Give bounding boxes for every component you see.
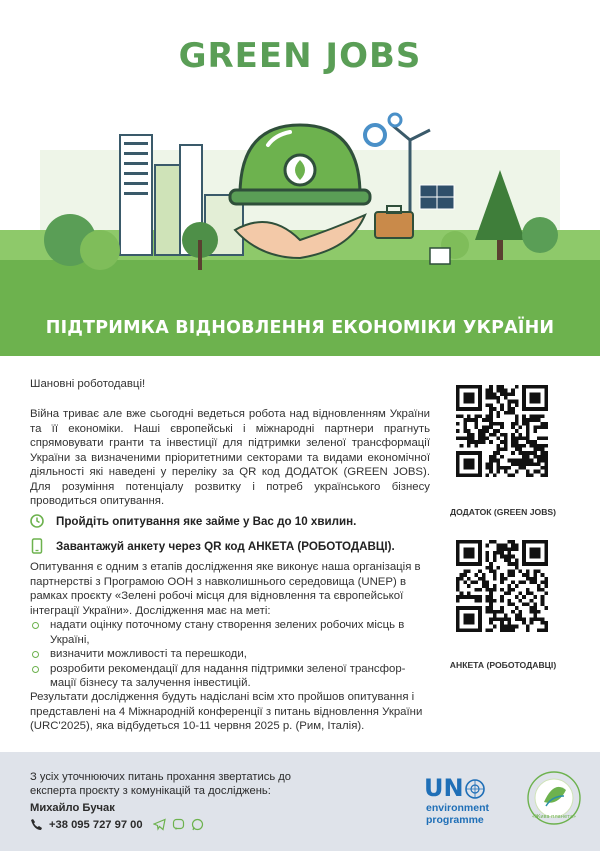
goal-text: надати оцінку поточному стану створення зелених робочих місць в Україні, <box>50 619 405 646</box>
un-emblem-icon <box>464 778 486 800</box>
unep-logo-line: programme <box>426 813 484 826</box>
qr-code-survey[interactable] <box>456 540 548 632</box>
unep-logo-un: UN <box>424 774 464 802</box>
contact-text-line: З усіх уточнюючих питань прохання звертатись до <box>30 771 292 783</box>
unep-logo-text <box>426 803 489 826</box>
intro-paragraph: Війна триває але вже сьогодні ведеться робота над відновленням України та її економіки. Наші європейські і міжнародні партнери прагнуть спрямовувати гранти та інвестиції для підтримки зеленої трансформації України за визначеними пріоритетними секторами та видами економічної діяльності які наведені у переліку за QR код ДОДАТОК (GREEN JOBS). Для розуміння потенціалу розвитку і потреб українського бізнесу проводиться опитування. <box>30 408 430 507</box>
contact-text <box>30 770 291 798</box>
bullet-icon <box>32 651 39 658</box>
phone-call-icon <box>30 818 43 831</box>
goals-list <box>30 618 430 691</box>
callout-duration-text: Пройдіть опитування яке займе у Вас до 10 хвилин. <box>56 514 357 528</box>
phone-number[interactable]: +38 095 727 97 00 <box>49 818 143 831</box>
goal-text: розробити рекомендації для надання підтримки зеленої трансфор-мації бізнесу та залучення інвестицій. <box>50 662 406 689</box>
list-item <box>30 662 430 691</box>
unep-logo-line: environment <box>426 802 490 814</box>
goal-text: визначити можливості та перешкоди, <box>50 648 247 660</box>
qr-label-appendix: ДОДАТОК (GREEN JOBS) <box>449 507 557 517</box>
banner-text: ПІДТРИМКА ВІДНОВЛЕННЯ ЕКОНОМІКИ УКРАЇНИ <box>45 318 555 338</box>
results-paragraph: Результати дослідження будуть надіслані всім хто пройшов опитування і представлені на 4 Міжнародній конференції з питань відновлення України (URC'2025), яка відбудеться 10-11 червня 2025 р. (Рим, Італія). <box>30 691 423 732</box>
clock-icon <box>30 514 44 528</box>
callout-download-text: Завантажуй анкету через QR код АНКЕТА (РОБОТОДАВЦІ). <box>56 539 395 553</box>
phone-icon <box>30 538 44 554</box>
unep-logo <box>424 776 522 832</box>
banner <box>0 300 600 356</box>
partner-logo-name: «Жива планета» <box>531 814 577 820</box>
list-item <box>30 647 430 662</box>
hero-illustration <box>0 90 600 300</box>
telegram-icon[interactable] <box>153 818 166 831</box>
bullet-icon <box>32 666 39 673</box>
study-paragraph: Опитування є одним з етапів дослідження яке виконує наша організація в партнерстві з Програмою ООН з навколишнього середовища (UNEP) в рамках проєкту «Зелені робочі місця для відновлення та європейської інтеграції України». Дослідження має на меті: <box>30 561 421 617</box>
contact-name: Михайло Бучак <box>30 802 115 814</box>
bullet-icon <box>32 622 39 629</box>
viber-icon[interactable] <box>172 818 185 831</box>
callout-download <box>30 538 395 554</box>
greeting: Шановні роботодавці! <box>30 378 146 390</box>
page-title: GREEN JOBS <box>178 36 422 76</box>
qr-code-appendix[interactable] <box>456 385 548 477</box>
messenger-icons <box>153 818 204 831</box>
callout-duration <box>30 514 356 528</box>
whatsapp-icon[interactable] <box>191 818 204 831</box>
contact-text-line: експерта проєкту з комунікацій та досліджень: <box>30 785 271 797</box>
study-section <box>30 560 430 691</box>
list-item <box>30 618 430 647</box>
qr-label-survey: АНКЕТА (РОБОТОДАВЦІ) <box>449 660 557 670</box>
contact-phone-row <box>30 818 204 831</box>
partner-logo <box>524 766 584 836</box>
